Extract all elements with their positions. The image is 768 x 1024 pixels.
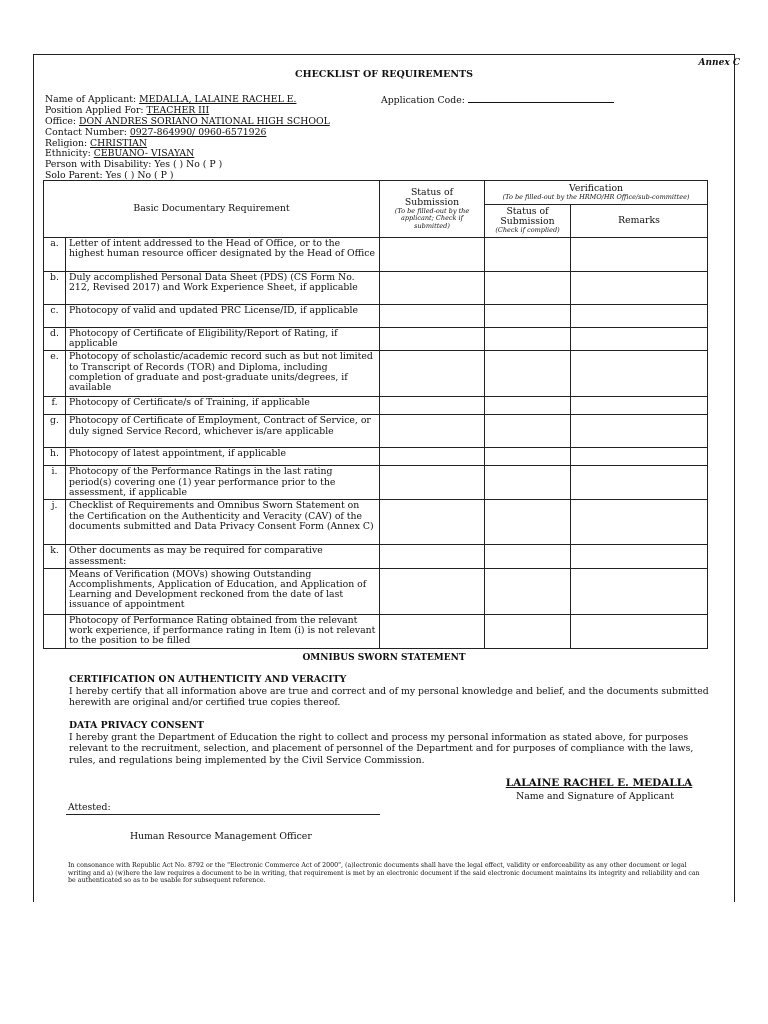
requirement-row <box>44 614 708 648</box>
privacy-title: DATA PRIVACY CONSENT <box>69 720 204 731</box>
contact-line <box>45 127 266 138</box>
verification-status-cell[interactable] <box>485 351 571 397</box>
applicant-name: MEDALLA, LALAINE RACHEL E. <box>139 94 297 105</box>
application-code-line <box>381 94 614 106</box>
submission-status-cell[interactable] <box>380 415 485 448</box>
requirement-letter: e. <box>44 351 66 397</box>
header-status <box>380 181 485 238</box>
remarks-cell[interactable] <box>571 238 708 272</box>
requirement-row <box>44 415 708 448</box>
religion-value: CHRISTIAN <box>90 138 148 149</box>
verification-status-cell[interactable] <box>485 568 571 614</box>
requirement-letter: h. <box>44 448 66 466</box>
verification-status-cell[interactable] <box>485 328 571 351</box>
requirement-text: Photocopy of Certificate/s of Training, if applicable <box>66 397 380 415</box>
requirement-row <box>44 545 708 568</box>
requirement-text: Photocopy of the Performance Ratings in the last rating period(s) covering one (1) year performance prior to the assessment, if applicable <box>66 466 380 500</box>
requirements-body <box>44 238 708 649</box>
verification-status-cell[interactable] <box>485 272 571 305</box>
cav-title: CERTIFICATION ON AUTHENTICITY AND VERACITY <box>69 674 347 685</box>
requirement-text: Means of Verification (MOVs) showing Outstanding Accomplishments, Application of Education, and Application of Learning and Development reckoned from the date of last issuance of appointment <box>66 568 380 614</box>
header-ver-status-label: Status of Submission <box>500 206 555 228</box>
requirement-row <box>44 568 708 614</box>
requirement-text: Letter of intent addressed to the Head of Office, or to the highest human resource officer designated by the Head of Office <box>66 238 380 272</box>
requirement-row <box>44 466 708 500</box>
requirement-row <box>44 500 708 545</box>
office-line <box>45 116 330 127</box>
verification-status-cell[interactable] <box>485 238 571 272</box>
header-ver-status-note: (Check if complied) <box>495 226 560 235</box>
requirement-row <box>44 238 708 272</box>
requirement-text: Photocopy of scholastic/academic record such as but not limited to Transcript of Records (TOR) and Diploma, including completion of graduate and post-graduate units/degrees, if available <box>66 351 380 397</box>
requirement-letter <box>44 614 66 648</box>
remarks-cell[interactable] <box>571 568 708 614</box>
requirement-letter: b. <box>44 272 66 305</box>
solo-parent-line: Solo Parent: Yes ( ) No ( P ) <box>45 170 174 181</box>
header-requirement: Basic Documentary Requirement <box>44 181 380 238</box>
header-verification-note: (To be filled-out by the HRMO/HR Office/sub-committee) <box>502 192 690 201</box>
requirement-text: Other documents as may be required for comparative assessment: <box>66 545 380 568</box>
application-code-blank <box>468 94 614 103</box>
remarks-cell[interactable] <box>571 448 708 466</box>
requirement-row <box>44 448 708 466</box>
requirement-letter: g. <box>44 415 66 448</box>
header-verification-label: Verification <box>569 182 624 194</box>
remarks-cell[interactable] <box>571 415 708 448</box>
cav-section <box>69 674 709 709</box>
submission-status-cell[interactable] <box>380 305 485 328</box>
remarks-cell[interactable] <box>571 397 708 415</box>
verification-status-cell[interactable] <box>485 545 571 568</box>
signature-caption: Name and Signature of Applicant <box>516 791 674 802</box>
submission-status-cell[interactable] <box>380 328 485 351</box>
submission-status-cell[interactable] <box>380 614 485 648</box>
document-title: CHECKLIST OF REQUIREMENTS <box>295 69 473 80</box>
requirement-text: Photocopy of Certificate of Employment, Contract of Service, or duly signed Service Record, whichever is/are applicable <box>66 415 380 448</box>
remarks-cell[interactable] <box>571 305 708 328</box>
verification-status-cell[interactable] <box>485 305 571 328</box>
submission-status-cell[interactable] <box>380 500 485 545</box>
application-code-label: Application Code: <box>381 95 468 106</box>
remarks-cell[interactable] <box>571 614 708 648</box>
position-label: Position Applied For: <box>45 105 147 116</box>
requirement-row <box>44 397 708 415</box>
office-label: Office: <box>45 116 79 127</box>
submission-status-cell[interactable] <box>380 272 485 305</box>
requirement-row <box>44 351 708 397</box>
applicant-name-label: Name of Applicant: <box>45 94 140 105</box>
omnibus-title: OMNIBUS SWORN STATEMENT <box>302 653 466 663</box>
submission-status-cell[interactable] <box>380 448 485 466</box>
submission-status-cell[interactable] <box>380 351 485 397</box>
remarks-cell[interactable] <box>571 272 708 305</box>
privacy-text: I hereby grant the Department of Education the right to collect and process my personal information as stated above, for purposes relevant to the recruitment, selection, and placement of personnel of the Department and for purposes of compliance with the laws, rules, and regulations being implemented by the Civil Service Commission. <box>69 731 694 766</box>
requirement-letter: f. <box>44 397 66 415</box>
remarks-cell[interactable] <box>571 545 708 568</box>
privacy-section <box>69 720 709 766</box>
requirement-text: Photocopy of Performance Rating obtained from the relevant work experience, if performance rating in Item (i) is not relevant to the position to be filled <box>66 614 380 648</box>
requirement-letter <box>44 568 66 614</box>
verification-status-cell[interactable] <box>485 466 571 500</box>
submission-status-cell[interactable] <box>380 466 485 500</box>
requirement-letter: a. <box>44 238 66 272</box>
header-verification <box>485 181 708 205</box>
ethnicity-value: CEBUANO- VISAYAN <box>93 148 195 159</box>
requirement-letter: d. <box>44 328 66 351</box>
position-value: TEACHER III <box>146 105 210 116</box>
verification-status-cell[interactable] <box>485 448 571 466</box>
remarks-cell[interactable] <box>571 328 708 351</box>
hrmo-caption: Human Resource Management Officer <box>130 831 312 842</box>
footnote: In consonance with Republic Act No. 8792 or the "Electronic Commerce Act of 2000", (a)lectronic documents shall have the legal effect, validity or enforceability as any other document or legal writing and a) (w)here the law requires a document to be in writing, that requirement is met by an electronic document if the said electronic document maintains its integrity and reliability and can be authenticated so as to be usable for subsequent reference. <box>68 862 700 885</box>
requirement-text: Photocopy of Certificate of Eligibility/Report of Rating, if applicable <box>66 328 380 351</box>
remarks-cell[interactable] <box>571 351 708 397</box>
applicant-name-line <box>45 94 296 105</box>
office-value: DON ANDRES SORIANO NATIONAL HIGH SCHOOL <box>79 116 330 127</box>
attested-signature-line <box>66 814 380 815</box>
header-status-label: Status of Submission <box>404 186 460 208</box>
submission-status-cell[interactable] <box>380 397 485 415</box>
header-remarks: Remarks <box>571 205 708 238</box>
ethnicity-line <box>45 148 194 159</box>
requirement-letter: j. <box>44 500 66 545</box>
requirement-row <box>44 305 708 328</box>
contact-value: 0927-864990/ 0960-6571926 <box>129 127 267 138</box>
position-line <box>45 105 209 116</box>
submission-status-cell[interactable] <box>380 238 485 272</box>
ethnicity-label: Ethnicity: <box>45 148 94 159</box>
header-status-note: (To be filled-out by the applicant; Check if submitted) <box>394 206 470 230</box>
requirements-table <box>43 180 708 649</box>
submission-status-cell[interactable] <box>380 545 485 568</box>
requirement-letter: i. <box>44 466 66 500</box>
requirement-text: Photocopy of latest appointment, if applicable <box>66 448 380 466</box>
applicant-signature-name: LALAINE RACHEL E. MEDALLA <box>505 777 693 789</box>
remarks-cell[interactable] <box>571 500 708 545</box>
attested-label: Attested: <box>68 802 111 813</box>
verification-status-cell[interactable] <box>485 415 571 448</box>
submission-status-cell[interactable] <box>380 568 485 614</box>
requirement-letter: c. <box>44 305 66 328</box>
religion-label: Religion: <box>45 138 91 149</box>
annex-label: Annex C <box>698 58 740 68</box>
cav-text: I hereby certify that all information above are true and correct and of my personal knowledge and belief, and the documents submitted herewith are original and/or certified true copies thereof. <box>69 685 709 708</box>
verification-status-cell[interactable] <box>485 500 571 545</box>
header-ver-status <box>485 205 571 238</box>
requirement-letter: k. <box>44 545 66 568</box>
requirement-text: Photocopy of valid and updated PRC License/ID, if applicable <box>66 305 380 328</box>
requirement-text: Checklist of Requirements and Omnibus Sworn Statement on the Certification on the Authenticity and Veracity (CAV) of the documents submitted and Data Privacy Consent Form (Annex C) <box>66 500 380 545</box>
pwd-line: Person with Disability: Yes ( ) No ( P ) <box>45 159 223 170</box>
verification-status-cell[interactable] <box>485 614 571 648</box>
remarks-cell[interactable] <box>571 466 708 500</box>
requirement-text: Duly accomplished Personal Data Sheet (PDS) (CS Form No. 212, Revised 2017) and Work Experience Sheet, if applicable <box>66 272 380 305</box>
requirement-row <box>44 328 708 351</box>
verification-status-cell[interactable] <box>485 397 571 415</box>
requirement-row <box>44 272 708 305</box>
contact-label: Contact Number: <box>45 127 130 138</box>
